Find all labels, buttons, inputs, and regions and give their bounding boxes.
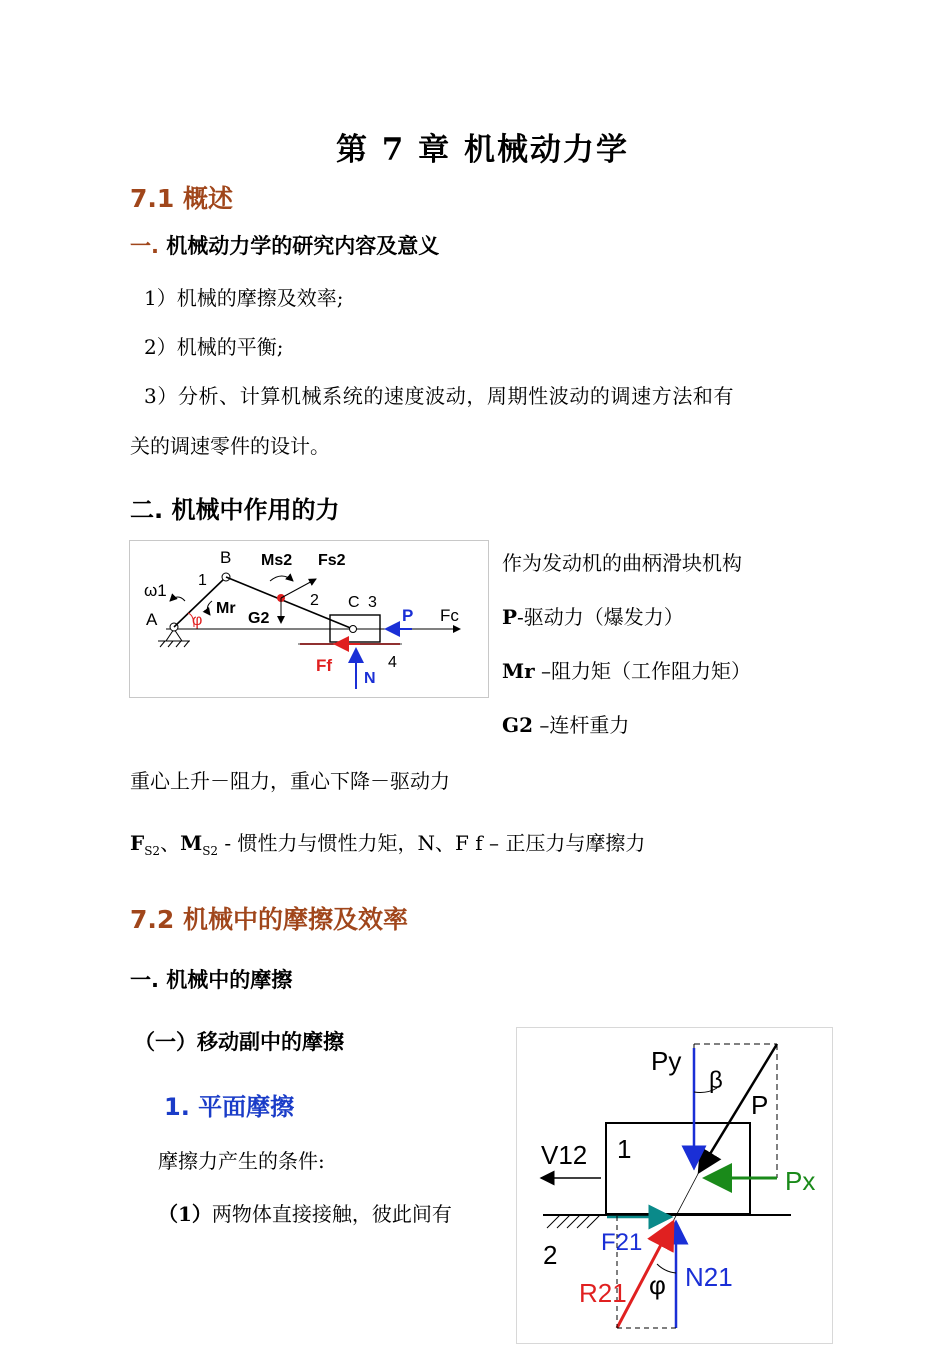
- label-Py: Py: [651, 1046, 682, 1076]
- force-p-symbol: P: [502, 605, 518, 629]
- condition-heading: 摩擦力产生的条件:: [158, 1149, 325, 1173]
- condition-1-number: （1）: [158, 1202, 212, 1226]
- weight-g2-text: –连杆重力: [533, 713, 630, 737]
- label-body-1: 1: [617, 1134, 632, 1164]
- label-P-force: P: [751, 1090, 769, 1120]
- inertia-note: [130, 827, 645, 858]
- inertia-separator: 、: [160, 831, 181, 855]
- section-7-2-heading: 7.2 机械中的摩擦及效率: [130, 905, 408, 934]
- label-1: 1: [198, 572, 207, 589]
- subsection-friction-heading: 一. 机械中的摩擦: [130, 968, 293, 992]
- label-Ff: Ff: [316, 656, 333, 675]
- force-p-definition: [502, 601, 684, 630]
- inertia-f-symbol: F: [130, 831, 145, 855]
- label-Mr: Mr: [216, 600, 236, 617]
- label-3: 3: [368, 594, 377, 611]
- label-Fc: Fc: [440, 606, 459, 625]
- moment-mr-symbol: Mr: [502, 659, 535, 683]
- label-F21: F21: [601, 1229, 643, 1256]
- gravity-note: 重心上升－阻力，重心下降－驱动力: [130, 769, 450, 793]
- weight-g2-symbol: G2: [502, 713, 533, 737]
- label-phi-angle: φ: [649, 1270, 666, 1300]
- moment-mr-text: –阻力矩（工作阻力矩）: [534, 659, 752, 683]
- list-item: 关的调速零件的设计。: [130, 434, 330, 458]
- label-2: 2: [310, 592, 319, 609]
- weight-g2-definition: [502, 709, 629, 738]
- condition-1: [158, 1198, 452, 1227]
- label-Px: Px: [785, 1166, 816, 1196]
- label-4: 4: [388, 654, 397, 671]
- section-7-1-heading: 7.1 概述: [130, 184, 233, 213]
- label-phi: φ: [192, 612, 203, 629]
- inertia-m-subscript: S2: [202, 844, 219, 858]
- subsection-one-text: 机械动力学的研究内容及意义: [166, 234, 440, 258]
- label-G2: G2: [248, 610, 270, 627]
- label-Ms2: Ms2: [261, 552, 293, 569]
- label-beta: β: [709, 1067, 723, 1094]
- inertia-m-symbol: M: [180, 831, 203, 855]
- plane-friction-figure: [516, 1027, 833, 1344]
- list-item: 2）机械的平衡;: [144, 335, 284, 359]
- figure-caption-line: 作为发动机的曲柄滑块机构: [502, 551, 742, 575]
- label-A: A: [146, 610, 158, 629]
- subsection-one-number: 一.: [130, 234, 159, 258]
- subsection-two-heading: 二. 机械中作用的力: [130, 496, 340, 524]
- label-V12: V12: [541, 1140, 588, 1170]
- inertia-f-subscript: S2: [144, 844, 161, 858]
- condition-1-text: 两物体直接接触，彼此间有: [211, 1202, 452, 1226]
- label-N21: N21: [685, 1262, 733, 1292]
- label-B: B: [220, 548, 232, 567]
- subsubsection-heading: （一）移动副中的摩擦: [134, 1030, 344, 1054]
- inertia-text: - 惯性力与惯性力矩，N、F f – 正压力与摩擦力: [218, 831, 646, 855]
- list-item: 1）机械的摩擦及效率;: [144, 286, 344, 310]
- item-plane-friction: 1. 平面摩擦: [164, 1093, 295, 1121]
- label-C: C: [348, 594, 360, 611]
- label-omega1: ω1: [144, 581, 167, 600]
- plane-friction-diagram: [517, 1028, 832, 1343]
- force-p-text: -驱动力（爆发力）: [517, 605, 684, 629]
- label-N: N: [364, 670, 376, 687]
- page-title: 第 7 章 机械动力学: [336, 132, 629, 168]
- label-Fs2: Fs2: [318, 552, 346, 569]
- moment-mr-definition: [502, 655, 751, 684]
- list-item: 3）分析、计算机械系统的速度波动，周期性波动的调速方法和有: [144, 384, 735, 408]
- label-R21: R21: [579, 1278, 627, 1308]
- subsection-one-heading: [130, 230, 439, 260]
- label-P: P: [402, 606, 414, 625]
- crank-slider-diagram: [130, 541, 488, 697]
- crank-slider-figure: [129, 540, 489, 698]
- label-body-2: 2: [543, 1240, 558, 1270]
